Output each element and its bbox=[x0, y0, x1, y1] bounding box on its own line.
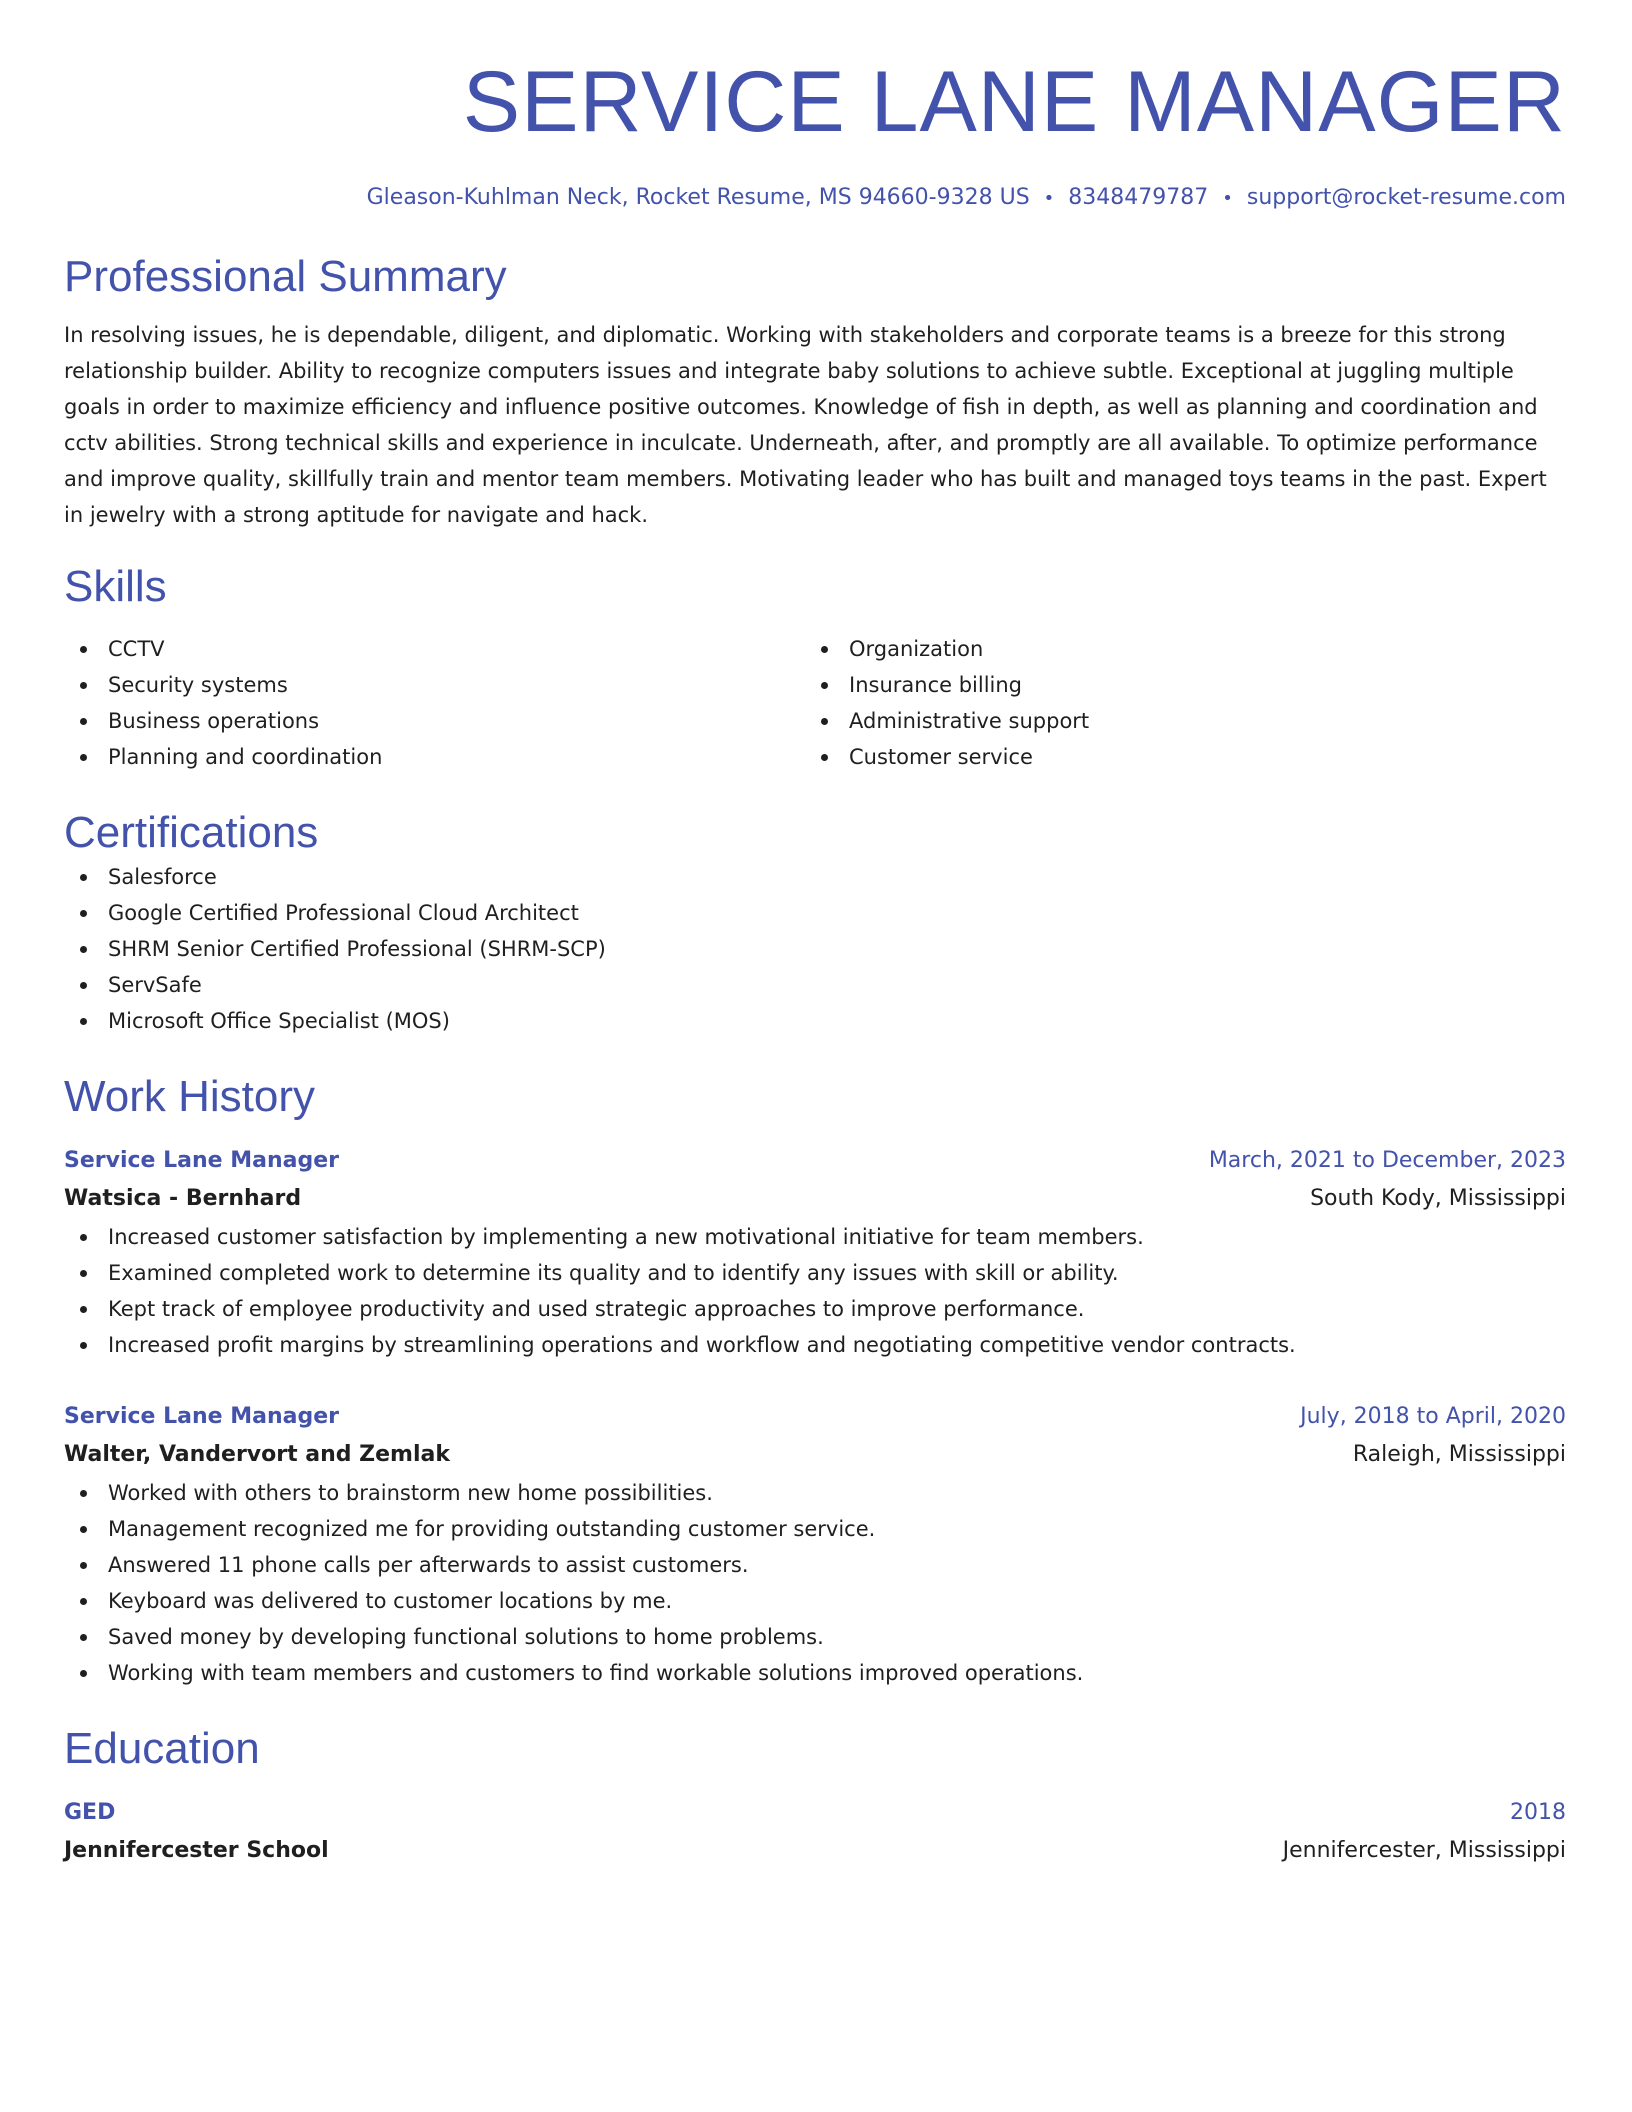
contact-separator: • bbox=[1222, 188, 1233, 209]
job-bullet: Answered 11 phone calls per afterwards to assist customers. bbox=[64, 1547, 1566, 1583]
job-title: Service Lane Manager bbox=[64, 1148, 339, 1173]
section-title-summary: Professional Summary bbox=[64, 252, 507, 301]
education-school-row bbox=[64, 1831, 1566, 1871]
education-location: Jennifercester, Mississippi bbox=[1282, 1838, 1566, 1863]
job-dates: July, 2018 to April, 2020 bbox=[1300, 1404, 1566, 1429]
job-title: Service Lane Manager bbox=[64, 1404, 339, 1429]
job-bullet: Kept track of employee productivity and used strategic approaches to improve performance. bbox=[64, 1291, 1566, 1327]
skill-item: Planning and coordination bbox=[64, 739, 805, 775]
candidate-name: SERVICE LANE MANAGER bbox=[462, 54, 1566, 150]
job-employer: Watsica - Bernhard bbox=[64, 1186, 302, 1211]
job-bullets bbox=[64, 1219, 1566, 1363]
skill-item: Security systems bbox=[64, 667, 805, 703]
skills-list-right bbox=[805, 631, 1546, 775]
contact-line bbox=[64, 182, 1566, 215]
job-bullet: Increased profit margins by streamlining operations and workflow and negotiating competitive vendor contracts. bbox=[64, 1327, 1566, 1363]
job-employer: Walter, Vandervort and Zemlak bbox=[64, 1442, 450, 1467]
job-bullet: Management recognized me for providing outstanding customer service. bbox=[64, 1511, 1566, 1547]
skill-item: Insurance billing bbox=[805, 667, 1546, 703]
job-dates: March, 2021 to December, 2023 bbox=[1208, 1148, 1566, 1173]
education-year: 2018 bbox=[1510, 1800, 1566, 1825]
job-employer-row bbox=[64, 1435, 1566, 1475]
certification-item: Salesforce bbox=[64, 859, 1566, 895]
contact-phone: 8348479787 bbox=[1068, 185, 1209, 210]
certification-item: Microsoft Office Specialist (MOS) bbox=[64, 1003, 1566, 1039]
section-title-certifications: Certifications bbox=[64, 808, 319, 857]
job-bullet: Increased customer satisfaction by implementing a new motivational initiative for team members. bbox=[64, 1219, 1566, 1255]
section-title-work-history: Work History bbox=[64, 1072, 315, 1121]
education-degree: GED bbox=[64, 1800, 116, 1825]
skills-grid bbox=[64, 631, 1566, 775]
job-header-row bbox=[64, 1143, 1566, 1179]
job-bullet: Keyboard was delivered to customer locations by me. bbox=[64, 1583, 1566, 1619]
job-bullet: Worked with others to brainstorm new home possibilities. bbox=[64, 1475, 1566, 1511]
job-bullet: Working with team members and customers to find workable solutions improved operations. bbox=[64, 1655, 1566, 1691]
resume-page bbox=[64, 48, 1566, 1871]
job-entry bbox=[64, 1143, 1566, 1363]
job-location: South Kody, Mississippi bbox=[1310, 1186, 1566, 1211]
certification-item: Google Certified Professional Cloud Architect bbox=[64, 895, 1566, 931]
job-bullet: Saved money by developing functional solutions to home problems. bbox=[64, 1619, 1566, 1655]
education-entry bbox=[64, 1795, 1566, 1871]
section-title-skills: Skills bbox=[64, 562, 167, 611]
skills-column-right bbox=[805, 631, 1546, 775]
job-bullets bbox=[64, 1475, 1566, 1691]
contact-email: support@rocket-resume.com bbox=[1246, 185, 1566, 210]
skill-item: CCTV bbox=[64, 631, 805, 667]
summary-text: In resolving issues, he is dependable, diligent, and diplomatic. Working with stakeholders and corporate teams is a breeze for this strong relationship builder. Ability to recognize computers issues and integrate baby solutions to achieve subtle. Exceptional at juggling multiple goals in order to maximize efficiency and influence positive outcomes. Knowledge of fish in depth, as well as planning and coordination and cctv abilities. Strong technical skills and experience in inculcate. Underneath, after, and promptly are all available. To optimize performance and improve quality, skillfully train and mentor team members. Motivating leader who has built and managed toys teams in the past. Expert in jewelry with a strong aptitude for navigate and hack. bbox=[64, 323, 1547, 527]
certifications-list bbox=[64, 859, 1566, 1039]
section-title-education: Education bbox=[64, 1724, 260, 1773]
certification-item: ServSafe bbox=[64, 967, 1566, 1003]
certification-item: SHRM Senior Certified Professional (SHRM-SCP) bbox=[64, 931, 1566, 967]
job-header-row bbox=[64, 1399, 1566, 1435]
education-header-row bbox=[64, 1795, 1566, 1831]
skill-item: Business operations bbox=[64, 703, 805, 739]
job-location: Raleigh, Mississippi bbox=[1352, 1442, 1566, 1467]
job-employer-row bbox=[64, 1179, 1566, 1219]
education-school: Jennifercester School bbox=[64, 1838, 329, 1863]
contact-address: Gleason-Kuhlman Neck, Rocket Resume, MS 94660-9328 US bbox=[366, 185, 1030, 210]
job-bullet: Examined completed work to determine its quality and to identify any issues with skill or ability. bbox=[64, 1255, 1566, 1291]
skills-list-left bbox=[64, 631, 805, 775]
job-entry bbox=[64, 1399, 1566, 1691]
skill-item: Administrative support bbox=[805, 703, 1546, 739]
skills-column-left bbox=[64, 631, 805, 775]
skill-item: Customer service bbox=[805, 739, 1546, 775]
contact-separator: • bbox=[1043, 188, 1055, 209]
skill-item: Organization bbox=[805, 631, 1546, 667]
